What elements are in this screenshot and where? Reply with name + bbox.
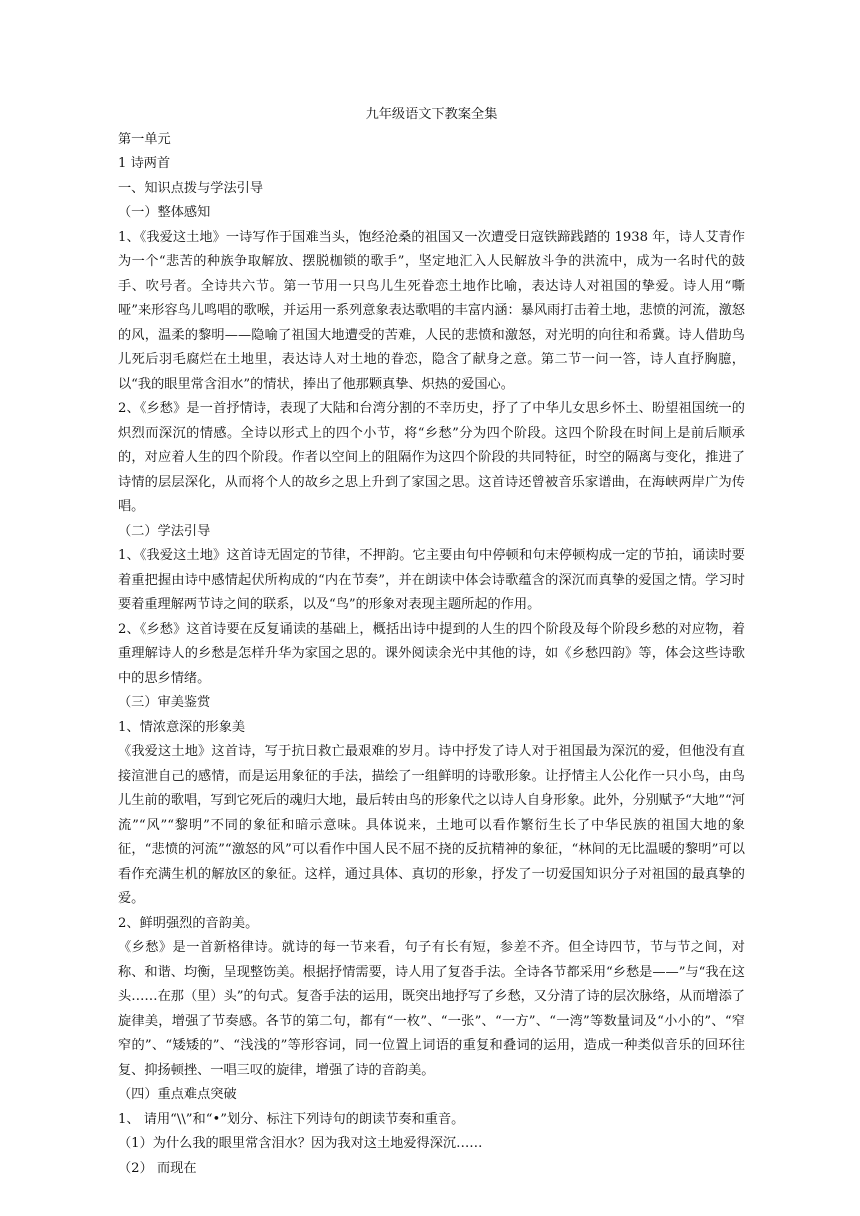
section-heading: 一、知识点拨与学法引导	[118, 180, 264, 196]
subsection-heading: （二）学法引导	[118, 523, 211, 539]
exercise-item: （2） 而现在	[118, 1160, 197, 1176]
exercise-item: （1）为什么我的眼里常含泪水？因为我对这土地爱得深沉……	[118, 1136, 483, 1151]
subsection-heading: （三）审美鉴赏	[118, 695, 211, 710]
paragraph: 2、《乡愁》这首诗要在反复诵读的基础上，概括出诗中提到的人生的四个阶段及每个阶段乡愁的对应物，着重理解诗人的乡愁是怎样升华为家国之思的。课外阅读余光中其他的诗，如《乡愁四韵》等，体会这些诗歌中的思乡情绪。	[118, 621, 745, 686]
point-heading: 1、情浓意深的形象美	[118, 719, 246, 735]
subsection-heading: （四）重点难点突破	[118, 1087, 237, 1102]
paragraph: 1、《我爱这土地》一诗写作于国难当头，饱经沧桑的祖国又一次遭受日寇铁蹄践踏的 1938 年，诗人艾青作为一个“悲苦的种族争取解放、摆脱枷锁的歌手”，坚定地汇入人民解放斗争的洪流中，成为一名时代的鼓手、吹号者。全诗共六节。第一节用一只鸟儿生死眷恋土地作比喻，表达诗人对祖国的挚爱。诗人用“嘶哑”来形容鸟儿鸣唱的歌喉，并运用一系列意象表达歌唱的丰富内涵：暴风雨打击着土地，悲愤的河流，激怒的风，温柔的黎明——隐喻了祖国大地遭受的苦难，人民的悲愤和激怒，对光明的向往和希冀。诗人借助鸟儿死后羽毛腐烂在土地里，表达诗人对土地的眷恋，隐含了献身之意。第二节一问一答，诗人直抒胸臆，以“我的眼里常含泪水”的情状，捧出了他那颗真挚、炽热的爱国心。	[118, 229, 745, 392]
unit-heading: 第一单元	[118, 131, 171, 147]
exercise-question: 1、 请用“\\”和“•”划分、标注下列诗句的朗读节奏和重音。	[118, 1111, 465, 1127]
lesson-heading: 1 诗两首	[118, 156, 171, 171]
paragraph: 1、《我爱这土地》这首诗无固定的节律，不押韵。它主要由句中停顿和句末停顿构成一定的节拍，诵读时要着重把握由诗中感情起伏所构成的“内在节奏”，并在朗读中体会诗歌蕴含的深沉而真挚的爱国之情。学习时要着重理解两节诗之间的联系，以及“鸟”的形象对表现主题所起的作用。	[118, 548, 745, 612]
paragraph: 《乡愁》是一首新格律诗。就诗的每一节来看，句子有长有短，参差不齐。但全诗四节，节与节之间，对称、和谐、均衡，呈现整饬美。根据抒情需要，诗人用了复沓手法。全诗各节都采用“乡愁是——”与“我在这头……在那（里）头”的句式。复沓手法的运用，既突出地抒写了乡愁，又分清了诗的层次脉络，从而增添了旋律美，增强了节奏感。各节的第二句，都有“一枚”、“一张”、“一方”、“一湾”等数量词及“小小的”、“窄窄的”、“矮矮的”、“浅浅的”等形容词，同一位置上词语的重复和叠词的运用，造成一种类似音乐的回环往复、抑扬顿挫、一唱三叹的旋律，增强了诗的音韵美。	[118, 940, 745, 1078]
paragraph: 2、《乡愁》是一首抒情诗，表现了大陆和台湾分割的不幸历史，抒了了中华儿女思乡怀土、盼望祖国统一的炽烈而深沉的情感。全诗以形式上的四个小节，将“乡愁”分为四个阶段。这四个阶段在时间上是前后顺承的，对应着人生的四个阶段。作者以空间上的阻隔作为这四个阶段的共同特征，时空的隔离与变化，推进了诗情的层层深化，从而将个人的故乡之思上升到了家国之思。这首诗还曾被音乐家谱曲，在海峡两岸广为传唱。	[118, 401, 745, 514]
document-body	[118, 103, 745, 1181]
subsection-heading: （一）整体感知	[118, 205, 211, 220]
point-heading: 2、鲜明强烈的音韵美。	[118, 915, 259, 931]
paragraph: 《我爱这土地》这首诗，写于抗日救亡最艰难的岁月。诗中抒发了诗人对于祖国最为深沉的爱，但他没有直接渲泄自己的感情，而是运用象征的手法，描绘了一组鲜明的诗歌形象。让抒情主人公化作一只小鸟，由鸟儿生前的歌唱，写到它死后的魂归大地，最后转由鸟的形象代之以诗人自身形象。此外，分别赋予“大地”“河流”“风”“黎明”不同的象征和暗示意味。具体说来，土地可以看作繁衍生长了中华民族的祖国大地的象征，“悲愤的河流”“激怒的风”可以看作中国人民不屈不挠的反抗精神的象征，“林间的无比温暖的黎明”可以看作充满生机的解放区的象征。这样，通过具体、真切的形象，抒发了一切爱国知识分子对祖国的最真挚的爱。	[118, 744, 745, 906]
document-title: 九年级语文下教案全集	[365, 107, 498, 122]
